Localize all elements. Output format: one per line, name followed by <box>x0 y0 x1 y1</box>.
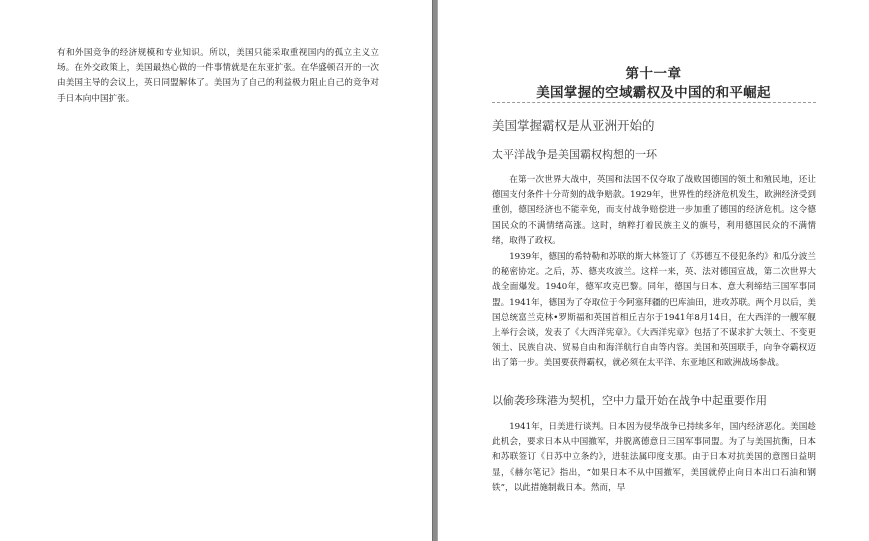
chapter-title: 美国掌握的空域霸权及中国的和平崛起 <box>536 85 771 101</box>
body-paragraph-3: 1941年，日美进行谈判。日本因为侵华战争已持续多年，国内经济恶化。美国趁此机会，要求日本从中国撤军，并脱离德意日三国军事同盟。为了与美国抗衡，日本和苏联签订《日苏中立条约》，进驻法属印度支那。由于日本对抗美国的意图日益明显，《赫尔笔记》指出，“如果日本不从中国撤军，美国就停止向日本出口石油和钢铁”，以此措施制裁日本。然而，早 <box>492 422 816 493</box>
subsection-heading-pearl-harbor: 以偷袭珍珠港为契机，空中力量开始在战争中起重要作用 <box>492 394 767 407</box>
right-page <box>438 0 869 541</box>
left-page-paragraph: 有和外国竞争的经济规模和专业知识。所以，美国只能采取重视国内的孤立主义立场。在外交政策上，美国最热心做的一件事情就是在东亚扩张。在华盛顿召开的一次由美国主导的会议上，英日同盟解体了。美国为了自己的利益极力阻止自己的竞争对手日本向中国扩张。 <box>57 48 379 104</box>
body-paragraph-1: 在第一次世界大战中，英国和法国不仅夺取了战败国德国的领土和殖民地，还让德国支付条件十分苛刻的战争赔款。1929年，世界性的经济危机发生，欧洲经济受到重创，德国经济也不能幸免，而支付战争赔偿进一步加重了德国的经济危机。这令德国民众的不满情绪高涨。这时，纳粹打着民族主义的旗号，利用德国民众的不满情绪，取得了政权。 <box>492 175 816 246</box>
left-page <box>0 0 432 541</box>
chapter-number: 第十一章 <box>625 66 682 82</box>
subsection-heading-pacific-war: 太平洋战争是美国霸权构想的一环 <box>492 148 657 161</box>
chapter-divider-line <box>492 102 816 103</box>
body-paragraph-2: 1939年，德国的希特勒和苏联的斯大林签订了《苏德互不侵犯条约》和瓜分波兰的秘密协定。之后，苏、德夹攻波兰。这样一来，英、法对德国宣战，第二次世界大战全面爆发。1940年，德军攻克巴黎。同年，德国与日本、意大利缔结三国军事同盟。1941年，德国为了夺取位于今阿塞拜疆的巴库油田，进攻苏联。两个月以后，美国总统富兰克林•罗斯福和英国首相丘吉尔于1941年8月14日，在大西洋的一艘军舰上举行会谈，发表了《大西洋宪章》。《大西洋宪章》包括了不谋求扩大领土、不变更领土、民族自决、贸易自由和海洋航行自由等内容。美国和英国联手，向争夺霸权迈出了第一步。美国要获得霸权，就必须在太平洋、东亚地区和欧洲战场参战。 <box>492 252 816 369</box>
section-heading: 美国掌握霸权是从亚洲开始的 <box>492 118 655 133</box>
